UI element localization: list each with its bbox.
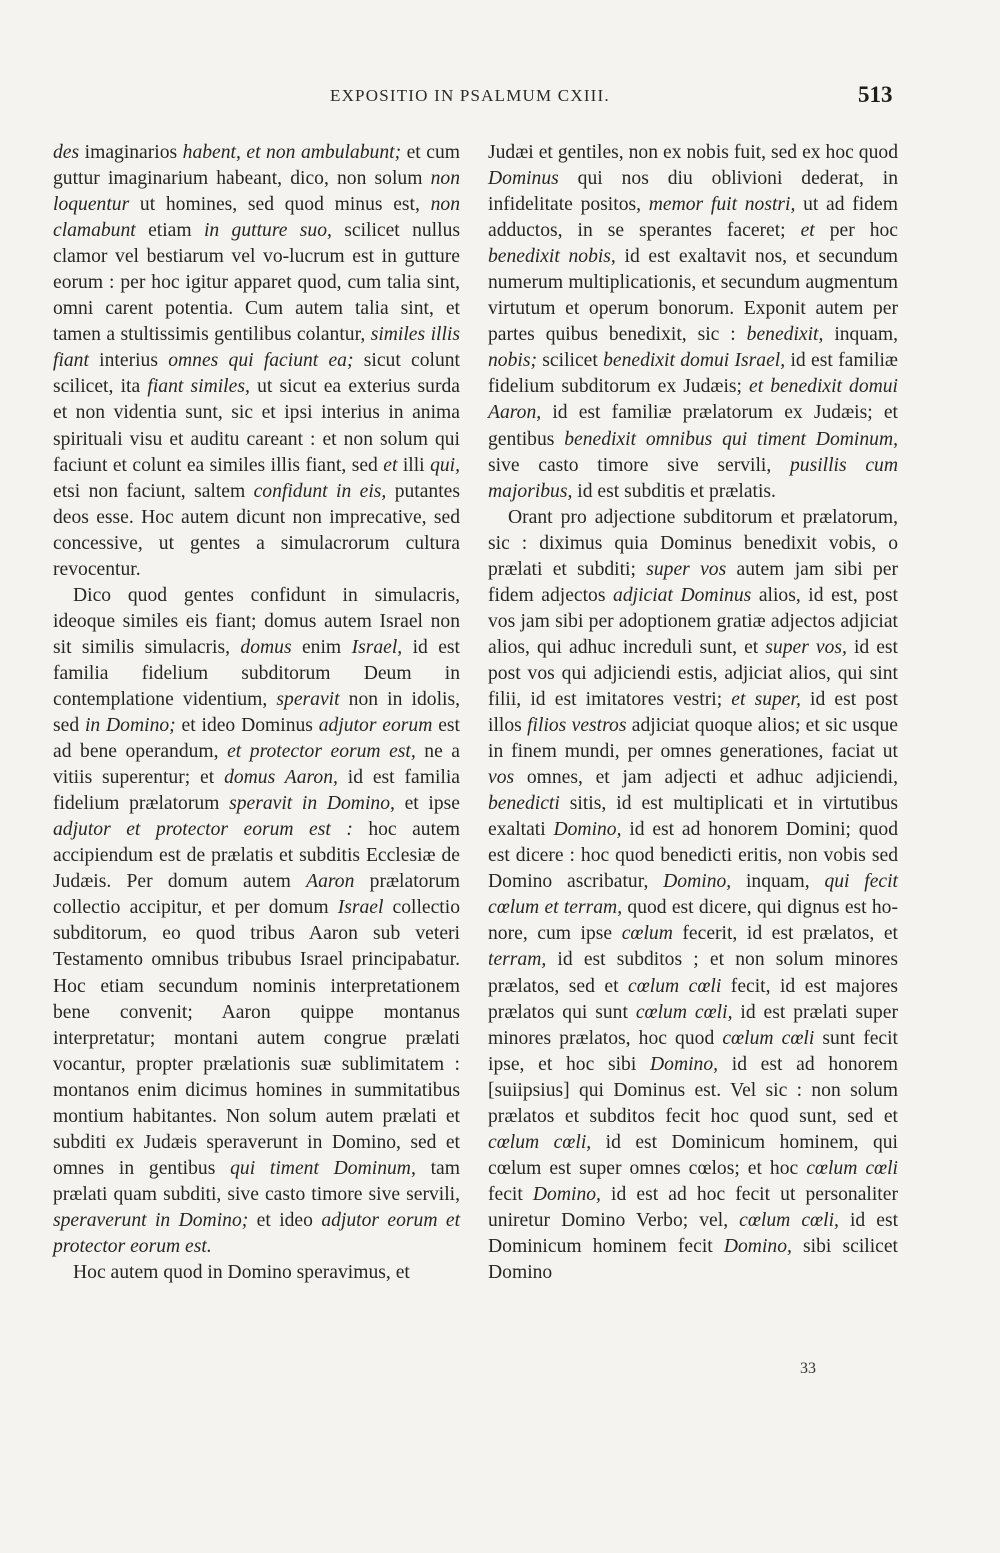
- text-run: sunt fecit ipse, et hoc sibi: [488, 1027, 898, 1075]
- italic-run: vos: [488, 767, 515, 789]
- text-run: id est subditos ; et non solum minores prælatos, sed et: [488, 949, 898, 997]
- text-run: id est post vos qui adjiciendi estis, adjiciat alios, qui sint filii, id est imitatores vestri;: [488, 636, 898, 710]
- italic-run: non loquentur: [53, 168, 460, 216]
- italic-run: adjutor et protector eorum est :: [53, 819, 353, 841]
- italic-run: adjiciat Dominus: [613, 584, 752, 606]
- text-run: fecerit, id est prælatos, et: [672, 923, 898, 945]
- text-run: et ideo Dominus: [175, 715, 319, 737]
- italic-run: cœlum cœli: [806, 1157, 898, 1179]
- text-run: sitis, id est multiplicati et in virtutibus exaltati: [488, 793, 898, 841]
- italic-run: adjutor eorum: [318, 715, 433, 737]
- italic-run: benedixit domui Israel,: [603, 350, 786, 372]
- text-run: autem jam sibi per fidem adjectos: [488, 558, 898, 606]
- italic-run: cœlum cœli: [628, 975, 722, 997]
- text-run: imaginarios: [79, 142, 183, 163]
- italic-run: terram,: [488, 949, 547, 971]
- text-run: ut homines, sed quod minus est,: [129, 194, 431, 216]
- text-run: est ad bene operandum,: [53, 715, 460, 763]
- italic-run: Israel,: [351, 636, 403, 658]
- text-run: ut sicut ea exterius surda et non videntia sunt, sic et ipsi interius in anima spirituali visu et auditu careant : et non solum qui faciunt et colunt ea similes illis fiant, sed: [53, 376, 460, 476]
- text-run: ut ad fidem adductos, in se sperantes faceret;: [488, 194, 898, 242]
- italic-run: cœlum cœli,: [739, 1209, 839, 1231]
- paragraph: [488, 140, 898, 505]
- italic-run: speravit in Domino,: [229, 793, 395, 815]
- text-run: sicut colunt scilicet, ita: [53, 350, 460, 398]
- italic-run: Domino,: [663, 871, 732, 893]
- italic-run: super vos,: [765, 636, 847, 658]
- italic-run: cœlum cœli,: [488, 1131, 592, 1153]
- italic-run: nobis;: [488, 350, 537, 372]
- text-run: inquam,: [731, 871, 825, 893]
- text-run: id est post illos: [488, 688, 898, 737]
- italic-run: similes illis fiant: [53, 324, 460, 372]
- italic-run: et: [800, 220, 815, 242]
- text-run: per hoc: [814, 220, 899, 242]
- italic-run: omnes qui faciunt ea;: [168, 350, 354, 372]
- italic-run: non clamabunt: [53, 194, 460, 242]
- text-run: Hoc autem quod in Domino speravimus, et: [73, 1262, 410, 1284]
- italic-run: Domino,: [553, 819, 622, 841]
- italic-run: benedixit,: [746, 324, 824, 346]
- right-column: [488, 140, 898, 1286]
- text-run: qui nos diu oblivioni dederat, in infidelitate positos,: [488, 168, 898, 216]
- italic-run: memor fuit nostri,: [648, 194, 796, 216]
- paragraph: [53, 140, 460, 583]
- text-run: Dico quod gentes confidunt in simulacris, ideoque similes eis fiant; domus autem Israel non sit similis simulacris,: [53, 584, 460, 658]
- text-run: quod est dicere, qui dignus est honore, cum ipse: [488, 897, 898, 945]
- signature-mark: 33: [800, 1360, 816, 1377]
- italic-run: in gutture suo,: [203, 220, 332, 242]
- italic-run: adjutor eorum et protector eorum est.: [53, 1209, 461, 1257]
- text-run: scilicet nullus clamor vel bestiarum vel vo-lucrum est in gutture eorum : per hoc igitur apparet quod, cum talia sint, omni carent potentia. Cum autem talia sint, et tamen a stultissimis gentilibus colantur,: [53, 220, 460, 346]
- left-column: [53, 140, 460, 1286]
- text-run: non in idolis, sed: [53, 688, 460, 737]
- italic-run: domus Aaron,: [224, 767, 338, 789]
- italic-run: et benedixit domui Aaron,: [488, 376, 899, 424]
- text-run: id est Dominicum hominem fecit: [488, 1209, 899, 1257]
- italic-run: speravit: [276, 688, 340, 710]
- text-run: adjiciat quoque alios; et sic usque in finem mundi, per omnes generationes, faciat ut: [488, 715, 898, 763]
- text-run: id est ad honorem [suiipsius] qui Dominus est. Vel sic : non solum prælatos et subditos fecit hoc quod sunt, sed et: [488, 1053, 898, 1127]
- italic-run: benedixit omnibus qui timent Dominum,: [564, 428, 898, 450]
- italic-run: benedicti: [488, 793, 560, 815]
- text-run: sibi scilicet Domino: [488, 1235, 898, 1284]
- text-run: id est familia fidelium subditorum Deum in contemplatione videntium,: [53, 636, 460, 710]
- text-run: inquam,: [823, 324, 898, 346]
- italic-run: benedixit nobis,: [488, 246, 616, 268]
- text-run: id est familia fidelium prælatorum: [53, 767, 460, 815]
- italic-run: filios vestros: [527, 715, 627, 737]
- text-run: putantes deos esse. Hoc autem dicunt non imprecative, sed concessive, ut gentes a simulacrorum cultura revocentur.: [53, 480, 460, 580]
- text-run: illi: [397, 454, 431, 476]
- italic-run: Domino,: [650, 1053, 719, 1075]
- text-run: id est ad honorem Domini; quod est dicere : hoc quod benedicti eritis, non vobis sed Domino ascribatur,: [488, 819, 898, 893]
- italic-run: super vos: [646, 558, 727, 580]
- text-run: enim: [291, 636, 352, 658]
- italic-run: qui,: [430, 454, 460, 476]
- text-run: id est ad hoc fecit ut personaliter uniretur Domino Verbo; vel,: [488, 1183, 898, 1231]
- text-run: Orant pro adjectione subditorum et prælatorum, sic : diximus quia Dominus benedixit vobis, o prælati et subditi;: [488, 506, 898, 580]
- page-number: 513: [858, 82, 893, 107]
- italic-run: pusillis cum majoribus,: [488, 454, 898, 502]
- italic-run: Domino,: [723, 1235, 792, 1257]
- italic-run: des: [53, 142, 80, 163]
- text-run: prælatorum collectio accipitur, et per domum: [53, 871, 460, 919]
- italic-run: Domino,: [532, 1183, 601, 1205]
- text-run: id est prælati super minores prælatos, hoc quod: [488, 1001, 898, 1049]
- text-run: id est familiæ fidelium subditorum ex Judæis;: [488, 350, 898, 398]
- italic-run: cœlum cœli: [722, 1027, 815, 1049]
- text-run: scilicet: [536, 350, 604, 372]
- italic-run: domus: [240, 636, 292, 658]
- text-run: id est exaltavit nos, et secundum numerum multiplicationis, et secundum augmentum virtutum et operum bonorum. Exponit autem per partes quibus benedixit, sic :: [488, 246, 898, 346]
- text-run: etsi non faciunt, saltem: [53, 480, 254, 502]
- italic-run: speraverunt in Domino;: [53, 1209, 249, 1231]
- italic-run: Aaron: [306, 871, 355, 893]
- text-run: et ipse: [394, 793, 460, 815]
- italic-run: et super,: [731, 688, 801, 710]
- text-run: id est Dominicum hominem, qui cœlum est super omnes cœlos; et hoc: [488, 1131, 898, 1179]
- italic-run: Dominus: [488, 168, 559, 190]
- running-head: [0, 82, 1000, 116]
- italic-run: et protector eorum est,: [227, 741, 416, 763]
- text-run: interius: [88, 350, 169, 372]
- italic-run: fiant similes,: [147, 376, 250, 398]
- italic-run: cœlum: [621, 923, 673, 945]
- italic-run: Israel: [337, 897, 384, 919]
- text-run: ne a vitiis superentur; et: [53, 741, 460, 789]
- text-run: et cum guttur imaginarium habeant, dico, non solum: [53, 142, 460, 190]
- italic-run: cœlum cœli,: [635, 1001, 733, 1023]
- text-run: tam prælati quam subditi, sive casto timore sive servili,: [53, 1157, 460, 1205]
- paragraph: [53, 1260, 460, 1286]
- italic-run: confidunt in eis,: [253, 480, 387, 502]
- text-run: alios, id est, post vos jam sibi per adoptionem gratiæ adjectos adjiciat alios, qui adhuc increduli sunt, et: [488, 584, 898, 658]
- text-run: hoc autem accipiendum est de prælatis et subditis Ecclesiæ de Judæis. Per domum autem: [53, 819, 460, 893]
- text-run: id est familiæ prælatorum ex Judæis; et gentibus: [488, 402, 898, 450]
- text-run: fecit, id est majores prælatos qui sunt: [488, 975, 898, 1023]
- italic-run: et: [383, 454, 398, 476]
- italic-run: qui timent Dominum,: [230, 1157, 416, 1179]
- italic-run: habent, et non ambulabunt;: [182, 142, 402, 163]
- paragraph: [488, 505, 898, 1286]
- running-title: EXPOSITIO IN PSALMUM CXIII.: [330, 86, 610, 105]
- paragraph: [53, 583, 460, 1260]
- text-run: etiam: [135, 220, 204, 242]
- text-run: id est subditis et prælatis.: [572, 480, 776, 502]
- text-run: omnes, et jam adjecti et adhuc adjiciendi,: [514, 767, 898, 789]
- text-run: sive casto timore sive servili,: [488, 454, 790, 476]
- text-run: Judæi et gentiles, non ex nobis fuit, sed ex hoc quod: [488, 142, 898, 163]
- italic-run: qui fecit cœlum et terram,: [488, 871, 898, 919]
- italic-run: in Domino;: [84, 715, 176, 737]
- text-run: collectio subditorum, eo quod tribus Aaron sub veteri Testamento omnibus tribubus Israel principabatur. Hoc etiam secundum nominis interpretationem bene convenit; Aaron quippe montanus interpretatur; montani autem congrue prælati vocantur, propter prælationis suæ sublimitatem : montanos enim dicimus homines in summitatibus montium habitantes. Non solum autem prælati et subditi ex Judæis speraverunt in Domino, sed et omnes in gentibus: [53, 897, 460, 1179]
- text-run: fecit: [488, 1183, 533, 1205]
- text-run: et ideo: [248, 1209, 322, 1231]
